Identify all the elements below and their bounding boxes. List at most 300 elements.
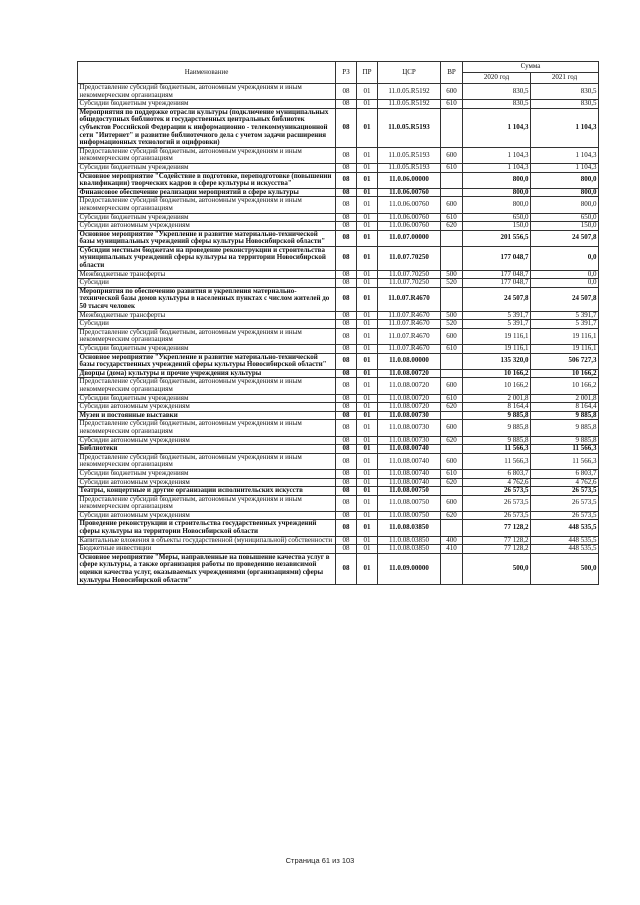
table-row (78, 197, 599, 213)
cell-sum-2020: 9 885,8 (463, 420, 531, 436)
cell-rz: 08 (336, 394, 357, 403)
cell-rz: 08 (336, 197, 357, 213)
cell-name: Проведение реконструкции и строительства государственных учреждений сферы культуры на территории Новосибирской области (78, 520, 336, 536)
cell-csr: 11.0.09.00000 (378, 553, 441, 584)
cell-sum-2020: 800,0 (463, 197, 531, 213)
cell-vr (441, 369, 463, 378)
table-row (78, 511, 599, 520)
table-row (78, 378, 599, 394)
cell-name: Субсидии бюджетным учреждениям (78, 100, 336, 109)
cell-rz: 08 (336, 420, 357, 436)
cell-rz: 08 (336, 188, 357, 197)
cell-sum-2020: 10 166,2 (463, 378, 531, 394)
cell-pr: 01 (357, 222, 378, 231)
cell-sum-2021: 11 566,3 (531, 445, 599, 454)
cell-rz: 08 (336, 100, 357, 109)
cell-csr: 11.0.07.70250 (378, 246, 441, 270)
table-row (78, 369, 599, 378)
table-row (78, 495, 599, 511)
cell-pr: 01 (357, 279, 378, 288)
cell-name: Субсидии бюджетным учреждениям (78, 394, 336, 403)
cell-name: Предоставление субсидий бюджетным, автономным учреждениям и иным некоммерческим организациям (78, 378, 336, 394)
cell-pr: 01 (357, 197, 378, 213)
cell-pr: 01 (357, 403, 378, 412)
cell-csr: 11.0.07.70250 (378, 270, 441, 279)
cell-pr: 01 (357, 445, 378, 454)
table-row (78, 147, 599, 163)
cell-csr: 11.0.08.00740 (378, 469, 441, 478)
cell-sum-2020: 19 116,1 (463, 328, 531, 344)
cell-sum-2020: 11 566,3 (463, 445, 531, 454)
cell-csr: 11.0.05.R5192 (378, 100, 441, 109)
table-row (78, 311, 599, 320)
table-row (78, 345, 599, 354)
cell-vr (441, 246, 463, 270)
cell-pr: 01 (357, 345, 378, 354)
cell-rz: 08 (336, 279, 357, 288)
cell-vr: 610 (441, 100, 463, 109)
cell-name: Межбюджетные трансферты (78, 311, 336, 320)
page-number: Страница 61 из 103 (285, 856, 355, 865)
cell-vr (441, 287, 463, 311)
cell-name: Мероприятия по обеспечению развития и укрепления материально-технической базы домов культуры в населенных пунктах с числом жителей до 50 тысяч человек (78, 287, 336, 311)
col-header-year-2021: 2021 год (531, 73, 599, 84)
cell-rz: 08 (336, 378, 357, 394)
cell-vr: 600 (441, 453, 463, 469)
cell-csr: 11.0.08.00740 (378, 453, 441, 469)
cell-pr: 01 (357, 536, 378, 545)
cell-sum-2021: 10 166,2 (531, 378, 599, 394)
cell-csr: 11.0.08.00720 (378, 369, 441, 378)
cell-rz: 08 (336, 436, 357, 445)
cell-rz: 08 (336, 108, 357, 147)
table-row (78, 536, 599, 545)
cell-csr: 11.0.08.00740 (378, 445, 441, 454)
cell-sum-2020: 150,0 (463, 222, 531, 231)
cell-vr (441, 108, 463, 147)
cell-name: Межбюджетные трансферты (78, 270, 336, 279)
cell-sum-2020: 6 803,7 (463, 469, 531, 478)
cell-vr: 600 (441, 378, 463, 394)
cell-pr: 01 (357, 188, 378, 197)
cell-pr: 01 (357, 469, 378, 478)
col-header-name: Наименование (78, 62, 336, 84)
col-header-pr: ПР (357, 62, 378, 84)
cell-vr: 500 (441, 311, 463, 320)
cell-name: Бюджетные инвестиции (78, 545, 336, 554)
cell-pr: 01 (357, 100, 378, 109)
cell-rz: 08 (336, 511, 357, 520)
cell-vr: 620 (441, 436, 463, 445)
cell-vr: 400 (441, 536, 463, 545)
cell-rz: 08 (336, 84, 357, 100)
cell-name: Предоставление субсидий бюджетным, автономным учреждениям и иным некоммерческим организациям (78, 453, 336, 469)
cell-csr: 11.0.08.00750 (378, 487, 441, 496)
cell-vr (441, 411, 463, 420)
cell-sum-2020: 800,0 (463, 172, 531, 188)
cell-csr: 11.0.06.00000 (378, 172, 441, 188)
cell-rz: 08 (336, 320, 357, 329)
cell-sum-2021: 500,0 (531, 553, 599, 584)
cell-rz: 08 (336, 147, 357, 163)
cell-sum-2020: 177 048,7 (463, 270, 531, 279)
cell-vr (441, 445, 463, 454)
cell-rz: 08 (336, 487, 357, 496)
table-row (78, 108, 599, 147)
cell-rz: 08 (336, 453, 357, 469)
cell-sum-2020: 19 116,1 (463, 345, 531, 354)
cell-csr: 11.0.07.R4670 (378, 345, 441, 354)
cell-sum-2021: 800,0 (531, 188, 599, 197)
cell-pr: 01 (357, 163, 378, 172)
cell-pr: 01 (357, 328, 378, 344)
cell-name: Субсидии автономным учреждениям (78, 222, 336, 231)
cell-name: Предоставление субсидий бюджетным, автономным учреждениям и иным некоммерческим организациям (78, 147, 336, 163)
cell-csr: 11.0.08.03850 (378, 520, 441, 536)
cell-pr: 01 (357, 147, 378, 163)
cell-sum-2021: 0,0 (531, 270, 599, 279)
cell-sum-2021: 26 573,5 (531, 511, 599, 520)
cell-vr: 610 (441, 163, 463, 172)
cell-pr: 01 (357, 172, 378, 188)
table-row (78, 545, 599, 554)
table-row (78, 411, 599, 420)
cell-sum-2020: 77 128,2 (463, 545, 531, 554)
table-row (78, 469, 599, 478)
table-row (78, 553, 599, 584)
cell-name: Предоставление субсидий бюджетным, автономным учреждениям и иным некоммерческим организациям (78, 420, 336, 436)
cell-sum-2021: 1 104,3 (531, 147, 599, 163)
cell-vr: 600 (441, 147, 463, 163)
cell-rz: 08 (336, 353, 357, 369)
cell-sum-2020: 830,5 (463, 84, 531, 100)
cell-rz: 08 (336, 545, 357, 554)
table-row (78, 436, 599, 445)
cell-name: Музеи и постоянные выставки (78, 411, 336, 420)
cell-csr: 11.0.08.00000 (378, 353, 441, 369)
table-row (78, 478, 599, 487)
cell-vr: 620 (441, 511, 463, 520)
cell-name: Субсидии автономным учреждениям (78, 478, 336, 487)
cell-vr (441, 487, 463, 496)
cell-vr (441, 172, 463, 188)
cell-name: Основное мероприятие "Содействие в подготовке, переподготовке (повышении квалификации) творческих кадров в сфере культуры и искусства" (78, 172, 336, 188)
table-body (78, 84, 599, 585)
cell-sum-2020: 1 104,3 (463, 163, 531, 172)
cell-rz: 08 (336, 553, 357, 584)
cell-pr: 01 (357, 270, 378, 279)
cell-name: Субсидии автономным учреждениям (78, 403, 336, 412)
cell-sum-2020: 24 507,8 (463, 287, 531, 311)
cell-vr (441, 553, 463, 584)
cell-rz: 08 (336, 287, 357, 311)
cell-name: Театры, концертные и другие организации исполнительских искусств (78, 487, 336, 496)
cell-sum-2020: 26 573,5 (463, 487, 531, 496)
table-row (78, 328, 599, 344)
cell-sum-2021: 0,0 (531, 279, 599, 288)
cell-csr: 11.0.07.00000 (378, 230, 441, 246)
cell-vr: 610 (441, 345, 463, 354)
cell-pr: 01 (357, 487, 378, 496)
cell-pr: 01 (357, 420, 378, 436)
cell-csr: 11.0.08.03850 (378, 536, 441, 545)
cell-sum-2021: 800,0 (531, 197, 599, 213)
cell-sum-2021: 830,5 (531, 84, 599, 100)
cell-name: Библиотеки (78, 445, 336, 454)
table-row (78, 222, 599, 231)
cell-pr: 01 (357, 436, 378, 445)
cell-csr: 11.0.08.00720 (378, 378, 441, 394)
cell-sum-2021: 9 885,8 (531, 420, 599, 436)
cell-vr: 600 (441, 197, 463, 213)
table-row (78, 188, 599, 197)
cell-csr: 11.0.05.R5193 (378, 163, 441, 172)
cell-name: Основное мероприятие "Укрепление и развитие материально-технической базы государственных учреждений сферы культуры Новосибирской области" (78, 353, 336, 369)
cell-csr: 11.0.08.00730 (378, 420, 441, 436)
cell-sum-2021: 19 116,1 (531, 328, 599, 344)
cell-pr: 01 (357, 453, 378, 469)
cell-csr: 11.0.06.00760 (378, 222, 441, 231)
cell-csr: 11.0.06.00760 (378, 188, 441, 197)
cell-csr: 11.0.08.00720 (378, 394, 441, 403)
cell-rz: 08 (336, 172, 357, 188)
cell-vr (441, 353, 463, 369)
cell-sum-2021: 448 535,5 (531, 545, 599, 554)
table-row (78, 353, 599, 369)
cell-pr: 01 (357, 84, 378, 100)
cell-sum-2021: 9 885,8 (531, 411, 599, 420)
cell-name: Субсидии бюджетным учреждениям (78, 469, 336, 478)
cell-sum-2021: 5 391,7 (531, 320, 599, 329)
header-row (78, 62, 599, 73)
cell-vr: 620 (441, 403, 463, 412)
col-header-year-2020: 2020 год (463, 73, 531, 84)
cell-sum-2021: 10 166,2 (531, 369, 599, 378)
col-header-sum: Сумма (463, 62, 599, 73)
cell-pr: 01 (357, 411, 378, 420)
cell-rz: 08 (336, 445, 357, 454)
table-row (78, 230, 599, 246)
cell-sum-2021: 24 507,8 (531, 287, 599, 311)
budget-table (77, 61, 599, 585)
cell-pr: 01 (357, 246, 378, 270)
cell-sum-2020: 5 391,7 (463, 320, 531, 329)
cell-csr: 11.0.07.R4670 (378, 311, 441, 320)
cell-csr: 11.0.06.00760 (378, 213, 441, 222)
cell-sum-2021: 150,0 (531, 222, 599, 231)
cell-pr: 01 (357, 553, 378, 584)
cell-name: Предоставление субсидий бюджетным, автономным учреждениям и иным некоммерческим организациям (78, 197, 336, 213)
cell-rz: 08 (336, 411, 357, 420)
cell-sum-2020: 650,0 (463, 213, 531, 222)
cell-vr: 610 (441, 394, 463, 403)
cell-csr: 11.0.08.00750 (378, 511, 441, 520)
cell-vr: 600 (441, 84, 463, 100)
cell-sum-2020: 177 048,7 (463, 279, 531, 288)
cell-name: Основное мероприятие "Укрепление и развитие материально-технической базы муниципальных учреждений сферы культуры Новосибирской области" (78, 230, 336, 246)
cell-rz: 08 (336, 369, 357, 378)
cell-rz: 08 (336, 222, 357, 231)
cell-sum-2020: 77 128,2 (463, 520, 531, 536)
cell-sum-2021: 4 762,6 (531, 478, 599, 487)
cell-sum-2021: 24 507,8 (531, 230, 599, 246)
table-row (78, 320, 599, 329)
cell-sum-2020: 4 762,6 (463, 478, 531, 487)
table-row (78, 172, 599, 188)
cell-name: Предоставление субсидий бюджетным, автономным учреждениям и иным некоммерческим организациям (78, 84, 336, 100)
cell-sum-2021: 26 573,5 (531, 487, 599, 496)
cell-pr: 01 (357, 353, 378, 369)
table-row (78, 445, 599, 454)
cell-pr: 01 (357, 369, 378, 378)
cell-sum-2020: 11 566,3 (463, 453, 531, 469)
cell-name: Финансовое обеспечение реализации мероприятий в сфере культуры (78, 188, 336, 197)
cell-name: Субсидии (78, 320, 336, 329)
cell-rz: 08 (336, 163, 357, 172)
cell-csr: 11.0.05.R5193 (378, 147, 441, 163)
cell-sum-2021: 830,5 (531, 100, 599, 109)
cell-sum-2021: 650,0 (531, 213, 599, 222)
cell-sum-2021: 11 566,3 (531, 453, 599, 469)
cell-csr: 11.0.07.70250 (378, 279, 441, 288)
cell-csr: 11.0.08.00750 (378, 495, 441, 511)
cell-pr: 01 (357, 495, 378, 511)
cell-name: Субсидии бюджетным учреждениям (78, 163, 336, 172)
cell-name: Мероприятия по поддержке отрасли культуры (подключение муниципальных общедоступных библиотек и государственных центральных библиотек субъектов Российской Федерации к информационно - телекоммуникационной сети "Интернет" и развитие библиотечного дела с учетом задачи расширения информационных технологий и оцифровки) (78, 108, 336, 147)
cell-csr: 11.0.07.R4670 (378, 287, 441, 311)
cell-vr: 600 (441, 495, 463, 511)
cell-pr: 01 (357, 287, 378, 311)
cell-sum-2020: 1 104,3 (463, 147, 531, 163)
cell-vr: 600 (441, 420, 463, 436)
cell-vr: 410 (441, 545, 463, 554)
cell-vr: 520 (441, 320, 463, 329)
cell-name: Субсидии местным бюджетам на проведение реконструкции и строительства муниципальных учреждений сферы культуры на территории Новосибирской области (78, 246, 336, 270)
cell-rz: 08 (336, 403, 357, 412)
cell-name: Дворцы (дома) культуры и прочие учреждения культуры (78, 369, 336, 378)
cell-csr: 11.0.05.R5193 (378, 108, 441, 147)
cell-pr: 01 (357, 311, 378, 320)
table-row (78, 84, 599, 100)
cell-vr: 500 (441, 270, 463, 279)
table-row (78, 403, 599, 412)
table-row (78, 420, 599, 436)
cell-name: Предоставление субсидий бюджетным, автономным учреждениям и иным некоммерческим организациям (78, 328, 336, 344)
cell-csr: 11.0.06.00760 (378, 197, 441, 213)
cell-vr: 610 (441, 213, 463, 222)
cell-sum-2020: 77 128,2 (463, 536, 531, 545)
cell-sum-2020: 1 104,3 (463, 108, 531, 147)
table-row (78, 287, 599, 311)
cell-sum-2021: 0,0 (531, 246, 599, 270)
cell-sum-2020: 5 391,7 (463, 311, 531, 320)
cell-rz: 08 (336, 469, 357, 478)
cell-rz: 08 (336, 270, 357, 279)
cell-sum-2020: 9 885,8 (463, 436, 531, 445)
cell-vr: 620 (441, 478, 463, 487)
cell-pr: 01 (357, 478, 378, 487)
cell-sum-2021: 1 104,3 (531, 108, 599, 147)
cell-csr: 11.0.05.R5192 (378, 84, 441, 100)
cell-pr: 01 (357, 394, 378, 403)
cell-rz: 08 (336, 246, 357, 270)
cell-sum-2020: 830,5 (463, 100, 531, 109)
table-row (78, 394, 599, 403)
cell-sum-2021: 2 001,8 (531, 394, 599, 403)
cell-name: Субсидии бюджетным учреждениям (78, 345, 336, 354)
cell-sum-2021: 800,0 (531, 172, 599, 188)
cell-csr: 11.0.08.00730 (378, 411, 441, 420)
cell-vr: 600 (441, 328, 463, 344)
cell-csr: 11.0.08.00740 (378, 478, 441, 487)
cell-name: Субсидии (78, 279, 336, 288)
cell-pr: 01 (357, 511, 378, 520)
table-row (78, 453, 599, 469)
cell-sum-2020: 201 556,5 (463, 230, 531, 246)
table-row (78, 270, 599, 279)
cell-sum-2020: 26 573,5 (463, 511, 531, 520)
cell-pr: 01 (357, 213, 378, 222)
cell-name: Предоставление субсидий бюджетным, автономным учреждениям и иным некоммерческим организациям (78, 495, 336, 511)
cell-csr: 11.0.08.03850 (378, 545, 441, 554)
cell-name: Субсидии бюджетным учреждениям (78, 213, 336, 222)
cell-pr: 01 (357, 108, 378, 147)
cell-rz: 08 (336, 495, 357, 511)
cell-pr: 01 (357, 545, 378, 554)
cell-name: Субсидии автономным учреждениям (78, 436, 336, 445)
cell-vr: 610 (441, 469, 463, 478)
cell-vr (441, 520, 463, 536)
cell-name: Основное мероприятие "Меры, направленные на повышение качества услуг в сфере культуры, а также организация работы по проведению независимой оценки качества услуг, оказываемых учреждениями (организациями) сферы культуры Новосибирской области" (78, 553, 336, 584)
cell-rz: 08 (336, 230, 357, 246)
cell-sum-2021: 6 803,7 (531, 469, 599, 478)
cell-vr (441, 230, 463, 246)
cell-rz: 08 (336, 311, 357, 320)
cell-sum-2020: 800,0 (463, 188, 531, 197)
cell-sum-2020: 500,0 (463, 553, 531, 584)
cell-sum-2021: 8 164,4 (531, 403, 599, 412)
cell-sum-2020: 177 048,7 (463, 246, 531, 270)
cell-sum-2020: 2 001,8 (463, 394, 531, 403)
cell-sum-2021: 19 116,1 (531, 345, 599, 354)
cell-sum-2021: 448 535,5 (531, 536, 599, 545)
cell-csr: 11.0.08.00720 (378, 403, 441, 412)
cell-pr: 01 (357, 520, 378, 536)
cell-vr: 620 (441, 222, 463, 231)
cell-sum-2021: 448 535,5 (531, 520, 599, 536)
cell-csr: 11.0.07.R4670 (378, 320, 441, 329)
cell-rz: 08 (336, 345, 357, 354)
cell-name: Капитальные вложения в объекты государственной (муниципальной) собственности (78, 536, 336, 545)
col-header-csr: ЦСР (378, 62, 441, 84)
cell-sum-2020: 10 166,2 (463, 369, 531, 378)
table-row (78, 487, 599, 496)
cell-pr: 01 (357, 320, 378, 329)
cell-rz: 08 (336, 536, 357, 545)
cell-vr: 520 (441, 279, 463, 288)
cell-sum-2021: 5 391,7 (531, 311, 599, 320)
cell-sum-2021: 9 885,8 (531, 436, 599, 445)
cell-sum-2021: 1 104,3 (531, 163, 599, 172)
cell-pr: 01 (357, 230, 378, 246)
cell-csr: 11.0.07.R4670 (378, 328, 441, 344)
cell-vr (441, 188, 463, 197)
table-row (78, 100, 599, 109)
table-row (78, 163, 599, 172)
cell-sum-2020: 9 885,8 (463, 411, 531, 420)
col-header-vr: ВР (441, 62, 463, 84)
cell-sum-2020: 26 573,5 (463, 495, 531, 511)
